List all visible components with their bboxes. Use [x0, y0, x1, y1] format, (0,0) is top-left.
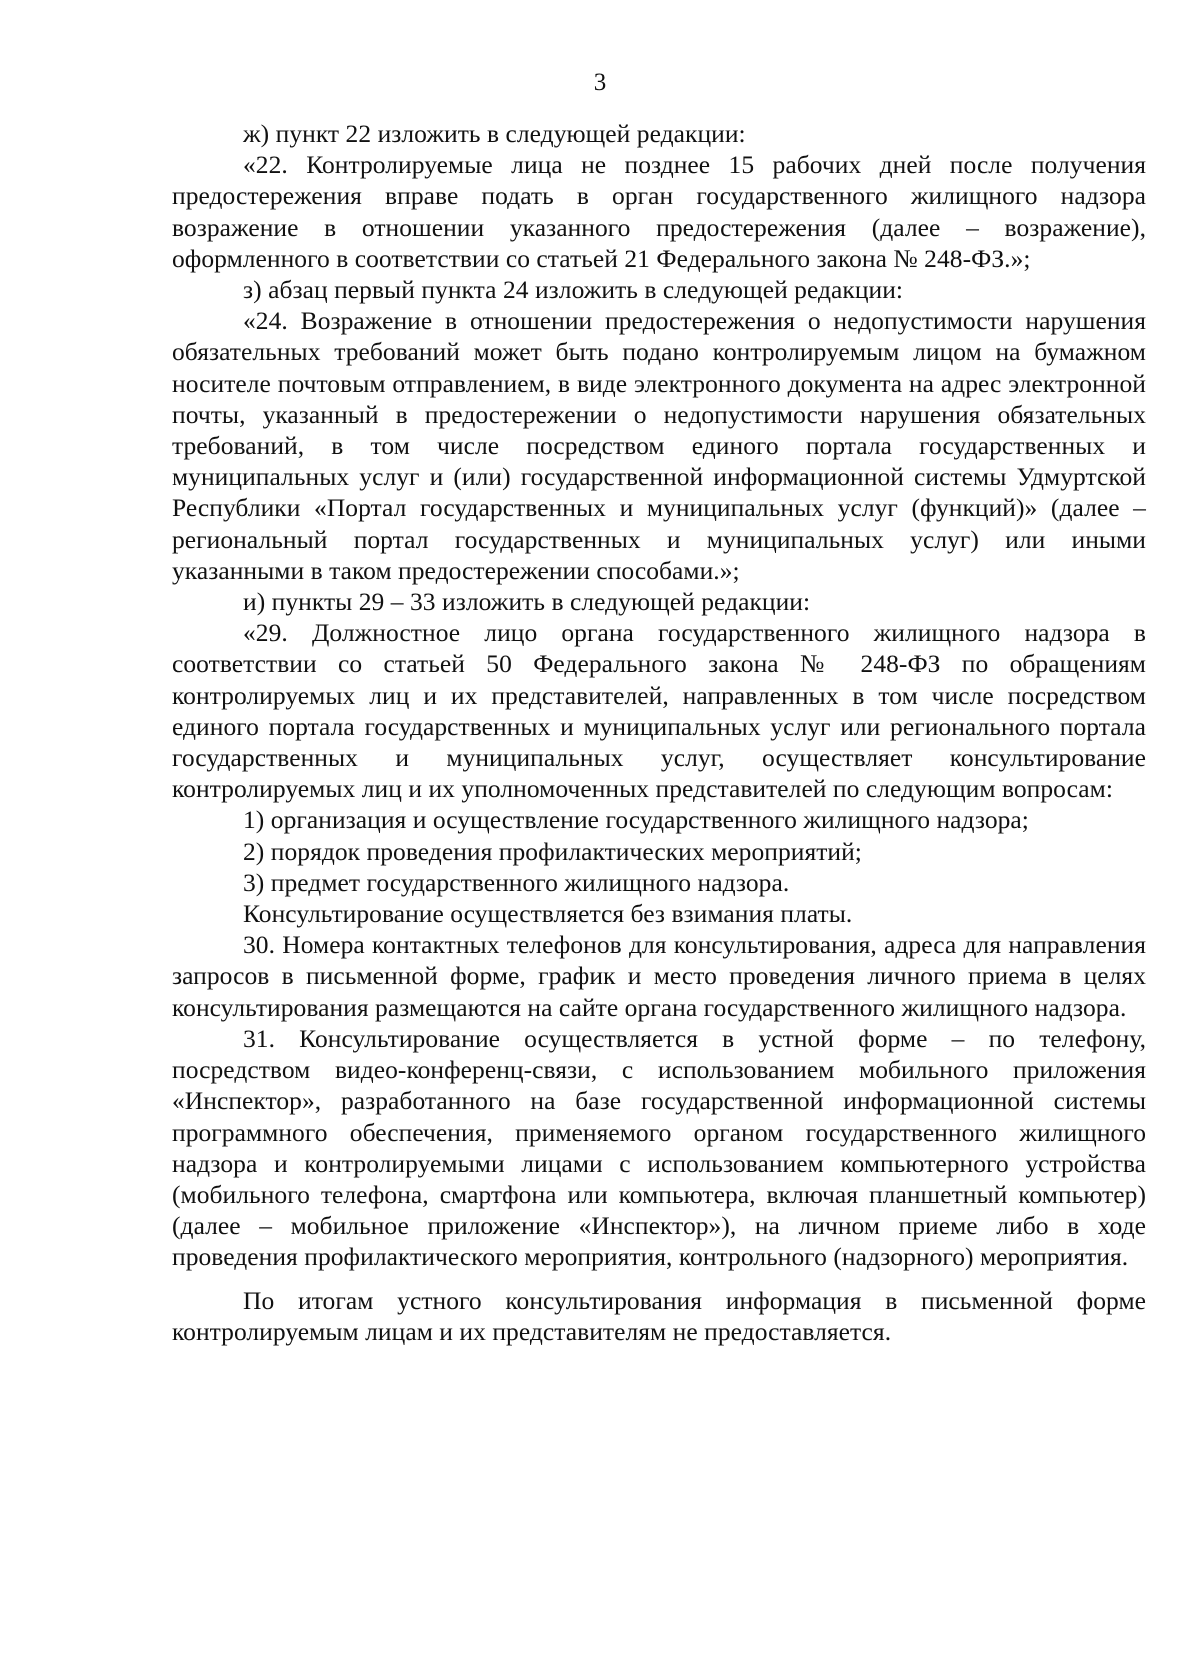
list-item-3: 3) предмет государственного жилищного надзора.: [243, 867, 790, 897]
paragraph-oral-consulting-result: По итогам устного консультирования информация в письменной форме контролируемым лицам и их представителям не предоставляется.: [172, 1285, 1146, 1346]
page-number: 3: [593, 69, 607, 96]
paragraph-item-31: 31. Консультирование осуществляется в устной форме – по телефону, посредством видео-конференц-связи, с использованием мобильного приложения «Инспектор», разработанного на базе государственной информационной системы программного обеспечения, применяемого органом государственного жилищного надзора и контролируемыми лицами с использованием компьютерного устройства (мобильного телефона, смартфона или компьютера, включая планшетный компьютер) (далее – мобильное приложение «Инспектор»), на личном приеме либо в ходе проведения профилактического мероприятия, контрольного (надзорного) мероприятия.: [172, 1023, 1146, 1272]
paragraph-item-29: «29. Должностное лицо органа государственного жилищного надзора в соответствии со статьей 50 Федерального закона № 248-ФЗ по обращениям контролируемых лиц и их представителей, направленных в том числе посредством единого портала государственных и муниципальных услуг или регионального портала государственных и муниципальных услуг, осуществляет консультирование контролируемых лиц и их уполномоченных представителей по следующим вопросам:: [172, 618, 1146, 804]
list-item-1: 1) организация и осуществление государственного жилищного надзора;: [243, 805, 1029, 835]
paragraph-item-22: «22. Контролируемые лица не позднее 15 рабочих дней после получения предостережения вправе подать в орган государственного жилищного надзора возражение в отношении указанного предостережения (далее – возражение), оформленного в соответствии со статьей 21 Федерального закона № 248-ФЗ.»;: [172, 150, 1146, 273]
list-item-2: 2) порядок проведения профилактических мероприятий;: [243, 836, 862, 866]
paragraph-i: и) пункты 29 – 33 изложить в следующей редакции:: [243, 587, 811, 617]
paragraph-item-30: 30. Номера контактных телефонов для консультирования, адреса для направления запросов в письменной форме, график и место проведения личного приема в целях консультирования размещаются на сайте органа государственного жилищного надзора.: [172, 930, 1146, 1022]
paragraph-zh: ж) пункт 22 изложить в следующей редакции:: [243, 119, 746, 148]
paragraph-z: з) абзац первый пункта 24 изложить в следующей редакции:: [243, 275, 904, 305]
paragraph-free-consulting: Консультирование осуществляется без взимания платы.: [243, 899, 853, 929]
document-body: [172, 118, 1146, 1347]
paragraph-item-24: «24. Возражение в отношении предостережения о недопустимости нарушения обязательных требований может быть подано контролируемым лицом на бумажном носителе почтовым отправлением, в виде электронного документа на адрес электронной почты, указанный в предостережении о недопустимости нарушения обязательных требований, в том числе посредством единого портала государственных и муниципальных услуг и (или) государственной информационной системы Удмуртской Республики «Портал государственных и муниципальных услуг (функций)» (далее – региональный портал государственных и муниципальных услуг) или иными указанными в таком предостережении способами.»;: [172, 306, 1146, 585]
